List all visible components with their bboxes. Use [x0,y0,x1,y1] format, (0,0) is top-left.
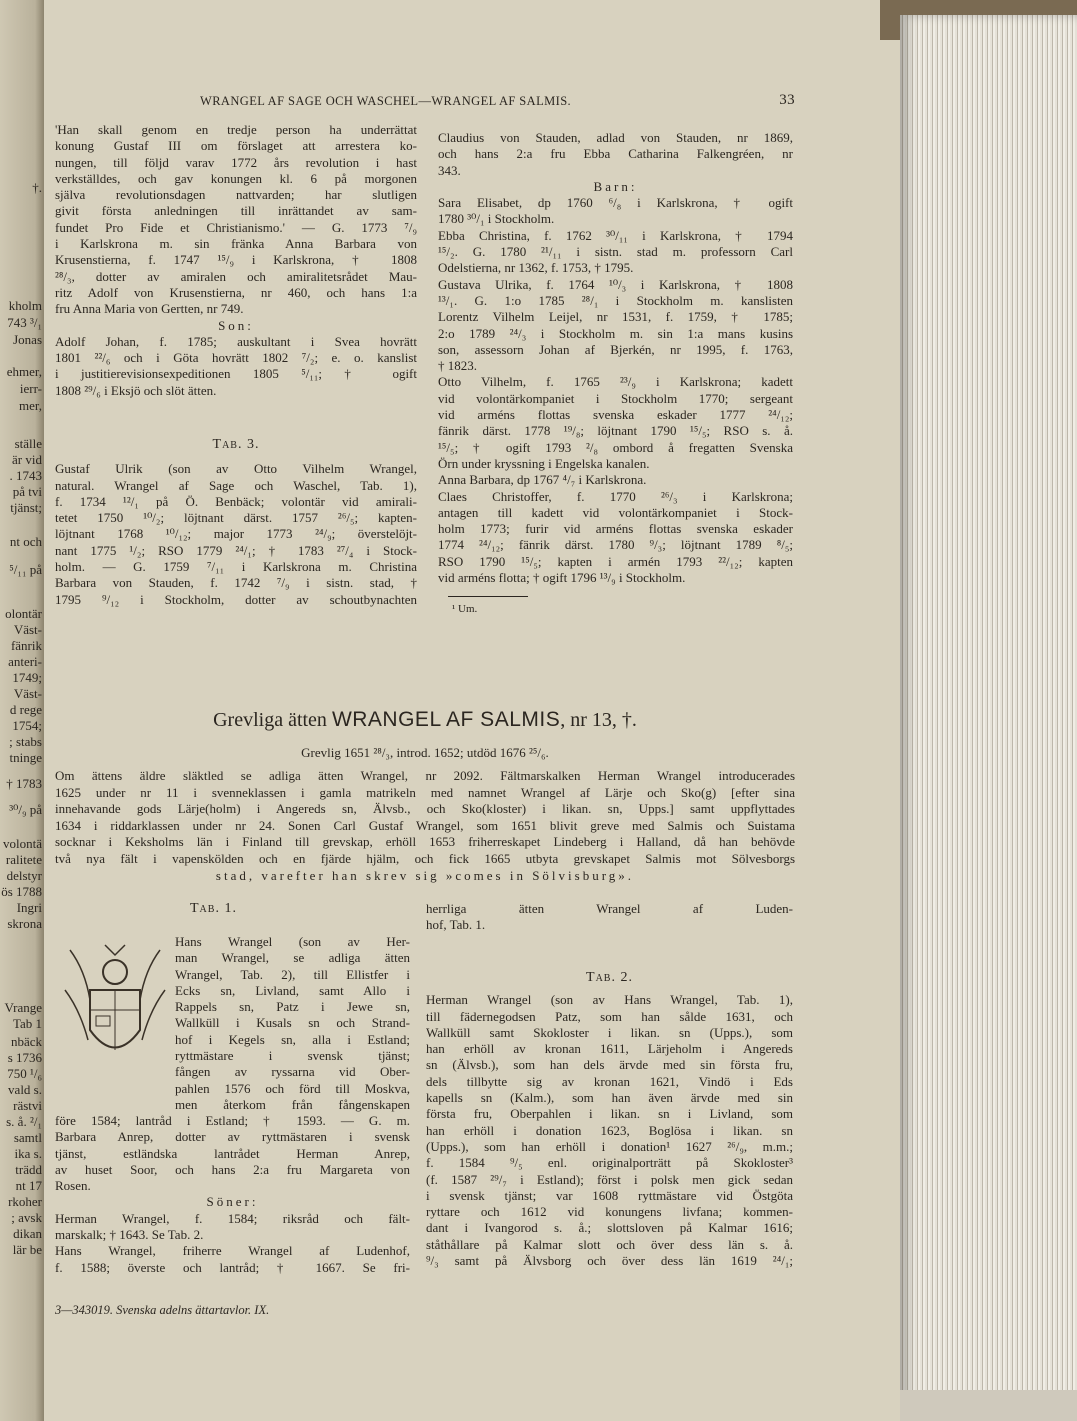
text-line: Adolf Johan, f. 1785; auskultant i Svea hovrätt [55,333,417,349]
fragment-line: ralitete [5,852,42,867]
fragment-line: ös 1788 [1,884,42,899]
fragment-line: på tvi [12,484,42,499]
text-line: socknar i Keksholms län i Finland till grevskap, erhöll 1653 friherreskapet Lindeberg i Halland, då han behövde [55,834,795,850]
text-line: Barbara Anrep, dotter av ryttmästaren i svensk [55,1129,410,1145]
tab1-text-wide [55,1113,410,1276]
text-line: Ecks sn, Livland, samt Allo i [175,982,410,998]
text-line: men återkom från fångenskapen [175,1096,410,1112]
text-line: givit första anledningen till inrättandet av sam- [55,203,417,219]
text-line: ²⁸/₃, dotter av amiralen och amiralitetsrådet Mau- [55,268,417,284]
tab1-title-wrap [186,901,406,917]
tab3-block [55,437,417,608]
text-line: 1808 ²⁹/₆ i Eksjö och slöt ätten. [55,382,217,398]
text-line: marskalk; † 1643. Se Tab. 2. [55,1227,204,1243]
fragment-line: vald s. [8,1082,42,1097]
fragment-line: 1754; [12,718,42,733]
text-line: fången av ryssarna vid Ober- [175,1064,410,1080]
fragment-line: kholm [8,298,42,313]
text-line: Ebba Christina, f. 1762 ³⁰/₁₁ i Karlskrona, † 1794 [438,227,793,243]
text-line: Krusenstierna, f. 1747 ¹⁵/₉ i Karlskrona, † 1808 [55,252,417,268]
text-line: Lorentz Vilhelm Leijel, nr 1531, f. 1759, † 1785; [438,309,793,325]
fragment-line: ierr- [19,381,42,396]
text-line: herrliga ätten Wrangel af Luden- [426,901,793,916]
text-line: 'Han skall genom en tredje person ha underrättat [55,122,417,137]
text-line: innehavande gods Lärje(holm) i Angereds sn, Älvsb., och Sko(kloster) i likan. sn, Upps.] samt uppflyttades [55,801,795,817]
right-column-lower-top [426,901,793,934]
text-line: 1801 ²²/₆ och i Göta hovrätt 1802 ⁷/₂; e. o. kanslist [55,350,417,366]
fragment-line: volontä [3,836,42,851]
text-line: stad, varefter han skrev sig »comes in Sölvisburg». [215,867,635,883]
text-line: ryttmästare i svensk tjänst; [175,1048,410,1064]
text-line: dant i Ivangorod s. å.; slottsloven på Kalmar 1616; [426,1220,793,1236]
section-heading: Grevliga ätten WRANGEL AF SALMIS, nr 13, †. [213,708,637,731]
text-line: själva revolutionsdagen nattvarden; har slutligen [55,187,417,203]
footnote: ¹ Um. [452,603,478,615]
text-line: 1774 ²⁴/₁₂; fänrik därst. 1780 ⁹/₃; löjtnant 1789 ⁸/₅; [438,537,793,553]
fragment-line: 750 ¹/₆ [7,1066,42,1081]
fragment-line: delstyr [6,868,42,883]
text-line: Otto Vilhelm, f. 1765 ²³/₉ i Karlskrona; kadett [438,374,793,390]
fragment-line: mer, [19,398,42,413]
text-line: (f. 1587 ²⁹/₇ i Estland); först i polsk men gick sedan [426,1171,793,1187]
text-line: Wrangel, Tab. 2), till Ellistfer i [175,966,410,982]
fragment-line: rästvi [13,1098,42,1113]
text-line: Barbara von Stauden, f. 1742 ⁷/₉ i sistn. stad, † [55,575,417,591]
text-line: 1625 under nr 11 i svenneklassen i gamla matrikeln med namnet Wrangel af Lärje och Sko(g) [efter sina [55,784,795,800]
text-line: Barn: [593,178,638,194]
fragment-line: Tab 1 [12,1016,42,1031]
text-line: tetet 1750 ¹⁰/₂; löjtnant därst. 1757 ²⁶/₅; kapten- [55,510,417,526]
tab1-text-narrow [175,934,410,1113]
text-line: nungen, till följd varav 1772 års revolution i hast [55,154,417,170]
text-line: Om ättens äldre släktled se adliga ätten Wrangel, nr 2092. Fältmarskalken Herman Wrangel introducerades [55,768,795,783]
fragment-line: d rege [9,702,42,717]
text-line: och hans 2:a fru Ebba Catharina Falkengréen, nr [438,146,793,162]
text-line: Rappels sn, Patz i Jewe sn, [175,999,410,1015]
text-line: i justitierevisionsexpeditionen 1805 ⁵/₁₁; † ogift [55,366,417,382]
text-line: pahlen 1576 och förd till Moskva, [175,1080,410,1096]
fragment-line: ika s. [14,1146,42,1161]
text-line: ¹³/₁. G. 1:o 1785 ²⁸/₁ i Stockholm m. kanslisten [438,292,793,308]
fragment-line: Väst- [13,622,42,637]
text-line: f. 1588; överste och lantråd; † 1667. Se fri- [55,1259,410,1275]
fragment-line: ³⁰/₉ på [9,802,42,817]
text-line: hof i Kegels sn, alla i Estland; [175,1031,410,1047]
tab3-title: Tab. 3. [212,437,260,452]
fragment-line: 743 ³/₁ [7,315,42,330]
text-line: Wallküll i Kusals sn och Strand- [175,1015,410,1031]
text-line: i Karlskrona m. sin fränka Anna Barbara von [55,236,417,252]
text-line: ¹⁵/₂. G. 1780 ²¹/₁₁ i sistn. stad m. professorn Carl [438,244,793,260]
text-line: löjtnant 1768 ¹⁰/₁₂; major 1773 ²⁴/₉; överstelöjt- [55,526,417,542]
text-line: Hans Wrangel (son av Her- [175,934,410,949]
text-line: † 1823. [438,358,477,374]
text-line: första fru, Oberpahlen i likan. sn i Livland, som [426,1106,793,1122]
text-line: Wallküll samt Skokloster i likan. sn (Upps.), som [426,1024,793,1040]
fragment-line: . 1743 [9,468,42,483]
page-number: 33 [779,92,795,108]
left-column-upper [55,122,417,399]
text-line: 1634 i riddarklassen under nr 24. Sonen Carl Gustaf Wrangel, som 1651 blivit greve med Salmis och Suistama [55,817,795,833]
text-line: Son: [218,317,254,333]
coat-of-arms-image [60,930,170,1070]
text-line: i svensk tjänst; var 1608 ryttmästare vid Östgöta [426,1187,793,1203]
text-line: Herman Wrangel, f. 1584; riksråd och fält- [55,1210,410,1226]
text-line: (Upps.), som han erhöll i donation¹ 1627 ²⁶/₉, m.m.; [426,1138,793,1154]
fragment-line: nbäck [10,1034,42,1049]
text-line: han erhöll av kronan 1611, Lärjeholm i Angereds [426,1041,793,1057]
printer-signature: 3—343019. Svenska adelns ättartavlor. IX. [55,1303,270,1317]
text-line: ritz Adolf von Krusenstierna, nr 460, och hans 1:a [55,284,417,300]
text-line: vid arméns flottas svenska eskader 1777 ²⁴/₁₂; [438,407,793,423]
running-head [200,94,795,109]
text-line: hof, Tab. 1. [426,917,486,933]
fragment-line: samtl [13,1130,42,1145]
fragment-line: s 1736 [7,1050,42,1065]
footnote-rule [448,596,528,597]
text-line: dels tillbytte sig av kronan 1621, Vindö i Eds [426,1073,793,1089]
fragment-line: ; avsk [11,1210,42,1225]
fragment-line: trädd [15,1162,42,1177]
section-subtitle: Grevlig 1651 ²⁸/₃, introd. 1652; utdöd 1676 ²⁵/₆. [301,745,549,760]
fragment-line: Ingri [16,900,42,915]
text-line: holm 1773; furir vid arméns flottas svenska eskader [438,521,793,537]
fragment-line: tninge [9,750,42,765]
text-line: Rosen. [55,1178,91,1194]
page-stack-bottom [900,1390,1077,1421]
fragment-line: dikan [13,1226,42,1241]
right-column-upper [438,130,793,586]
text-line: Sara Elisabet, dp 1760 ⁶/₈ i Karlskrona, † ogift [438,195,793,211]
tab1-title: Tab. 1. [190,901,237,916]
text-line: holm. — G. 1759 ⁷/₁₁ i Karlskrona m. Christina [55,559,417,575]
text-line: tjänst, estländska lantrådet Herman Anrep, [55,1145,410,1161]
fragment-line: ⁵/₁₁ på [9,562,42,577]
text-line: verkställdes, och gav konungen kl. 6 på morgonen [55,170,417,186]
fragment-line: † 1783 [6,776,42,791]
text-line: till fädernegodsen Patz, som han sålde 1631, och [426,1008,793,1024]
fragment-line: skrona [7,916,42,931]
text-line: 1795 ⁹/₁₂ i Stockholm, dotter av schoutbynachten [55,591,417,607]
fragment-line: rkoher [8,1194,42,1209]
running-head-title: WRANGEL AF SAGE OCH WASCHEL—WRANGEL AF SALMIS. [200,94,572,108]
fragment-line: anteri- [8,654,42,669]
text-line: ¹⁵/₅; † ogift 1793 ²/₈ ombord å fregatten Svenska [438,439,793,455]
text-line: Hans Wrangel, friherre Wrangel af Ludenhof, [55,1243,410,1259]
text-line: nant 1775 ¹/₂; RSO 1779 ²⁴/₁; † 1783 ²⁷/₄ i Stock- [55,542,417,558]
text-line: f. 1734 ¹²/₁ på Ö. Benbäck; volontär vid amirali- [55,493,417,509]
fragment-line: nt 17 [15,1178,42,1193]
text-line: fru Anna Maria von Gertten, nr 749. [55,301,244,317]
fragment-line: Jonas [13,332,42,347]
fragment-line: olontär [5,606,42,621]
fragment-line: ; stabs [9,734,42,749]
text-line: Herman Wrangel (son av Hans Wrangel, Tab. 1), [426,992,793,1008]
text-line: Claes Christoffer, f. 1770 ²⁶/₃ i Karlskrona; [438,488,793,504]
text-line: antagen till kadett vid volontärkompaniet i Stock- [438,504,793,520]
fragment-line: †. [32,180,42,195]
text-line: RSO 1790 ¹⁵/₅; kapten i armén 1793 ²²/₁₂; kapten [438,553,793,569]
fragment-line: ställe [14,436,42,451]
section-intro [55,768,795,884]
fragment-line: är vid [12,452,42,467]
previous-page-fragments [0,0,44,1421]
text-line: Anna Barbara, dp 1767 ⁴/₇ i Karlskrona. [438,472,647,488]
fragment-line: Vrange [4,1000,42,1015]
text-line: Claudius von Stauden, adlad von Stauden, nr 1869, [438,130,793,145]
text-line: sn (Älvsb.), som han dels ärvde med sin första fru, [426,1057,793,1073]
fragment-line: lär be [12,1242,42,1257]
text-line: vid volontärkompaniet i Stockholm 1770; sergeant [438,390,793,406]
text-line: natural. Wrangel af Sage och Waschel, Tab. 1), [55,477,417,493]
tab2-block [426,970,793,1269]
text-line: Söner: [206,1194,259,1210]
fragment-line: s. å. ²/₁ [6,1114,42,1129]
text-line: ryttare och 1612 vid konungens livfana; kommen- [426,1204,793,1220]
fragment-line: tjänst; [10,500,42,515]
text-line: kapells sn (Kalm.), som han även ärvde med sin [426,1090,793,1106]
text-line: fänrik därst. 1778 ¹⁹/₈; löjtnant 1790 ¹⁵/₅; RSO s. å. [438,423,793,439]
tab2-title: Tab. 2. [586,970,633,985]
text-line: före 1584; lantråd i Estland; † 1593. — G. m. [55,1113,410,1128]
text-line: han erhöll i donation 1623, Boglösa i likan. sn [426,1122,793,1138]
text-line: fundet Pro Fide et Christianismo.' — G. 1773 ⁷/₉ [55,219,417,235]
text-line: 1780 ³⁰/₁ i Stockholm. [438,211,555,227]
text-line: man Wrangel, se adliga ätten [175,950,410,966]
text-line: konung Gustaf III om förslaget att arrestera ko- [55,138,417,154]
text-line: vid arméns flotta; † ogift 1796 ¹³/₉ i Stockholm. [438,570,686,586]
fragment-line: ehmer, [6,364,42,379]
text-line: son, assessorn Johan af Bjerkén, nr 1995, f. 1763, [438,341,793,357]
page-stack-edge [900,15,1077,1421]
fragment-line: 1749; [12,670,42,685]
text-line: Gustaf Ulrik (son av Otto Vilhelm Wrangel, [55,461,417,477]
text-line: 2:o 1789 ²⁴/₃ i Stockholm m. sin 1:a mans kusins [438,325,793,341]
text-line: Örn under kryssning i Engelska kanalen. [438,455,650,471]
text-line: ⁹/₃ samt på Älvsborg och över dess län 1619 ²⁴/₁; [426,1253,793,1269]
text-line: 343. [438,162,461,178]
fragment-line: Väst- [13,686,42,701]
text-line: f. 1584 ⁹/₅ enl. originalporträtt på Skokloster³ [426,1155,793,1171]
text-line: Gustava Ulrika, f. 1764 ¹⁰/₃ i Karlskrona, † 1808 [438,276,793,292]
text-line: två nya fält i vapenskölden och en fjärde hjälm, och fick 1665 utbyta grevskapet Salmis mot Sölvesborgs [55,850,795,866]
fragment-line: fänrik [10,638,42,653]
text-line: Odelstierna, nr 1362, f. 1753, † 1795. [438,260,634,276]
text-line: av huset Soor, och hans 2:a fru Margareta von [55,1161,410,1177]
fragment-line: nt och [9,534,42,549]
text-line: ståthållare på Kalmar slott och över dess län s. å. [426,1236,793,1252]
